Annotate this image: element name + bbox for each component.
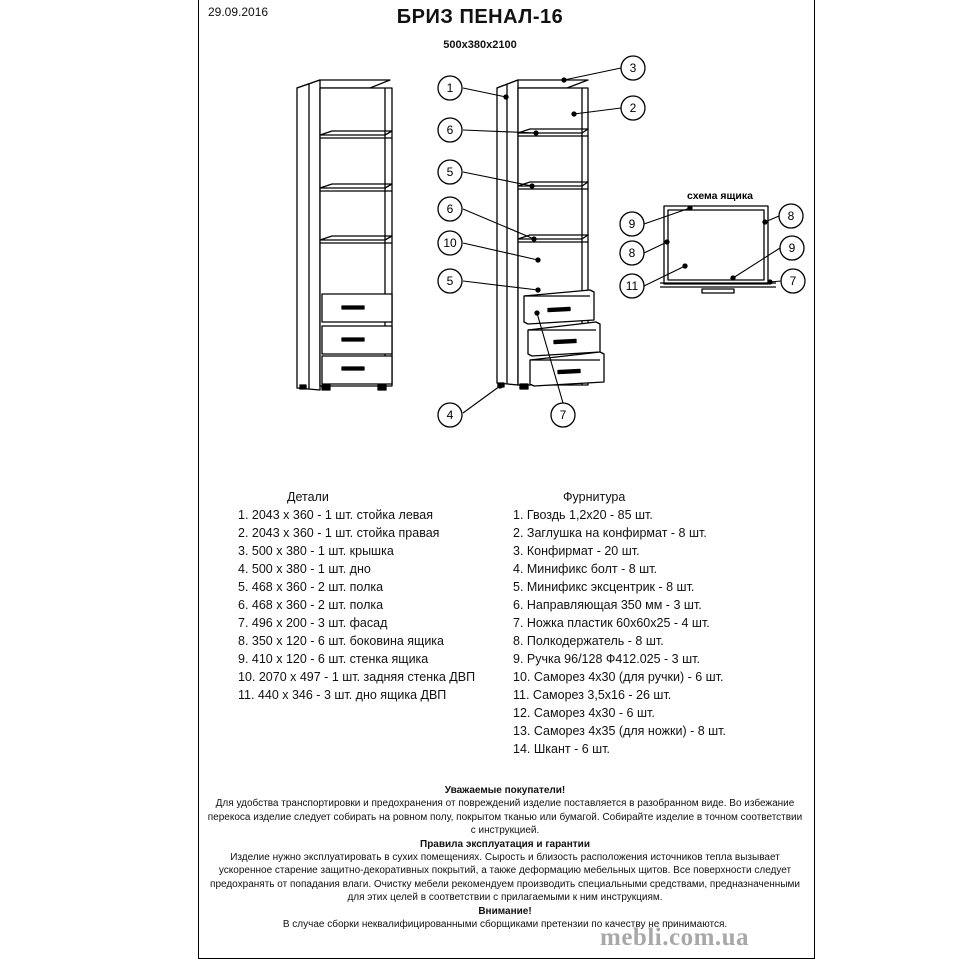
notice-text-attention: В случае сборки неквалифицированными сборщиками претензии по качеству не принимаются. bbox=[282, 919, 728, 931]
parts-item: 9. 410 х 120 - 6 шт. стенка ящика bbox=[238, 652, 429, 666]
svg-text:6: 6 bbox=[446, 123, 454, 137]
parts-item: 4. 500 х 380 - 1 шт. дно bbox=[238, 562, 371, 576]
callout-1 bbox=[438, 76, 462, 100]
hardware-list bbox=[513, 488, 726, 758]
callout-9-scheme bbox=[620, 212, 644, 236]
callout-8-scheme bbox=[779, 204, 803, 228]
hardware-heading: Фурнитура bbox=[563, 490, 626, 504]
svg-text:8: 8 bbox=[787, 209, 795, 223]
callout-6b bbox=[438, 197, 462, 221]
svg-text:9: 9 bbox=[628, 217, 636, 231]
svg-text:9: 9 bbox=[788, 241, 796, 255]
svg-text:2: 2 bbox=[629, 101, 637, 115]
svg-text:6: 6 bbox=[446, 202, 454, 216]
hardware-item: 8. Полкодержатель - 8 шт. bbox=[513, 634, 664, 648]
svg-text:3: 3 bbox=[629, 61, 637, 75]
svg-text:5: 5 bbox=[446, 165, 454, 179]
product-dimensions: 500х380х2100 bbox=[443, 39, 517, 51]
hardware-item: 1. Гвоздь 1,2х20 - 85 шт. bbox=[513, 508, 653, 522]
parts-heading: Детали bbox=[287, 490, 329, 504]
callout-7 bbox=[551, 403, 575, 427]
cabinet-view-left bbox=[297, 80, 392, 390]
callout-2 bbox=[621, 96, 645, 120]
product-title: БРИЗ ПЕНАЛ-16 bbox=[396, 6, 564, 28]
callout-9b-scheme bbox=[780, 236, 804, 260]
parts-item: 6. 468 х 360 - 2 шт. полка bbox=[238, 598, 384, 612]
svg-text:10: 10 bbox=[443, 236, 457, 250]
callout-4 bbox=[438, 403, 462, 427]
document-date: 29.09.2016 bbox=[208, 5, 269, 19]
parts-list bbox=[238, 488, 475, 704]
callout-5b bbox=[438, 269, 462, 293]
watermark-logo: mebli.com.ua bbox=[600, 924, 750, 951]
hardware-item: 10. Саморез 4х30 (для ручки) - 6 шт. bbox=[513, 670, 724, 684]
drawer-scheme bbox=[660, 206, 776, 293]
hardware-item: 12. Саморез 4х30 - 6 шт. bbox=[513, 706, 655, 720]
parts-item: 10. 2070 х 497 - 1 шт. задняя стенка ДВП bbox=[238, 670, 476, 684]
hardware-item: 14. Шкант - 6 шт. bbox=[513, 742, 611, 756]
parts-item: 1. 2043 х 360 - 1 шт. стойка левая bbox=[238, 508, 434, 522]
notice-text-assembly: Для удобства транспортировки и предохранения от повреждений изделие поставляется в разобранном виде. Во избежание перекоса изделие следует собирать на ровном полу, покрытом тканью или бумагой. Собирайте изделие в точном соответствии с инструкцией. bbox=[207, 798, 803, 837]
parts-item: 3. 500 х 380 - 1 шт. крышка bbox=[238, 544, 394, 558]
parts-item: 5. 468 х 360 - 2 шт. полка bbox=[238, 580, 384, 594]
svg-text:5: 5 bbox=[446, 274, 454, 288]
callout-6 bbox=[438, 118, 462, 142]
svg-text:7: 7 bbox=[559, 408, 567, 422]
svg-text:8: 8 bbox=[628, 246, 636, 260]
hardware-item: 6. Направляющая 350 мм - 3 шт. bbox=[513, 598, 702, 612]
callout-8b-scheme bbox=[620, 241, 644, 265]
hardware-item: 9. Ручка 96/128 Ф412.025 - 3 шт. bbox=[513, 652, 700, 666]
svg-text:1: 1 bbox=[446, 81, 454, 95]
hardware-item: 11. Саморез 3,5х16 - 26 шт. bbox=[513, 688, 672, 702]
svg-text:7: 7 bbox=[789, 274, 797, 288]
callout-5 bbox=[438, 160, 462, 184]
hardware-item: 5. Минификс эксцентрик - 8 шт. bbox=[513, 580, 695, 594]
drawer-scheme-title: схема ящика bbox=[687, 190, 753, 202]
hardware-item: 4. Минификс болт - 8 шт. bbox=[513, 562, 658, 576]
svg-text:4: 4 bbox=[446, 408, 454, 422]
cabinet-view-exploded bbox=[497, 78, 604, 389]
hardware-item: 2. Заглушка на конфирмат - 8 шт. bbox=[513, 526, 707, 540]
parts-item: 8. 350 х 120 - 6 шт. боковина ящика bbox=[238, 634, 445, 648]
hardware-item: 3. Конфирмат - 20 шт. bbox=[513, 544, 640, 558]
notice-text-rules: Изделие нужно эксплуатировать в сухих помещениях. Сырость и близость расположения источников тепла вызывает ускоренное старение защитно-декоративных покрытий, а также деформацию мебельных щитов. Все поверхности следует предохранять от попадания влаги. Очистку мебели рекомендуем производить специальными средствами, предназначенными для этих целей в соответствии с прилагаемыми к ним инструкциям. bbox=[210, 852, 800, 904]
parts-item: 11. 440 х 346 - 3 шт. дно ящика ДВП bbox=[238, 688, 447, 702]
callout-11-scheme bbox=[620, 274, 644, 298]
callout-3 bbox=[621, 56, 645, 80]
notice-heading-attention: Внимание! bbox=[478, 905, 532, 917]
callout-7-scheme bbox=[781, 269, 805, 293]
callout-10 bbox=[438, 231, 462, 255]
svg-text:11: 11 bbox=[625, 279, 639, 293]
parts-item: 2. 2043 х 360 - 1 шт. стойка правая bbox=[238, 526, 440, 540]
hardware-item: 13. Саморез 4х35 (для ножки) - 8 шт. bbox=[513, 724, 726, 738]
parts-item: 7. 496 х 200 - 3 шт. фасад bbox=[238, 616, 388, 630]
hardware-item: 7. Ножка пластик 60х60х25 - 4 шт. bbox=[513, 616, 710, 630]
notice-heading-rules: Правила эксплуатация и гарантии bbox=[420, 838, 590, 850]
customer-notice bbox=[205, 784, 805, 931]
notice-heading-customers: Уважаемые покупатели! bbox=[444, 785, 566, 796]
